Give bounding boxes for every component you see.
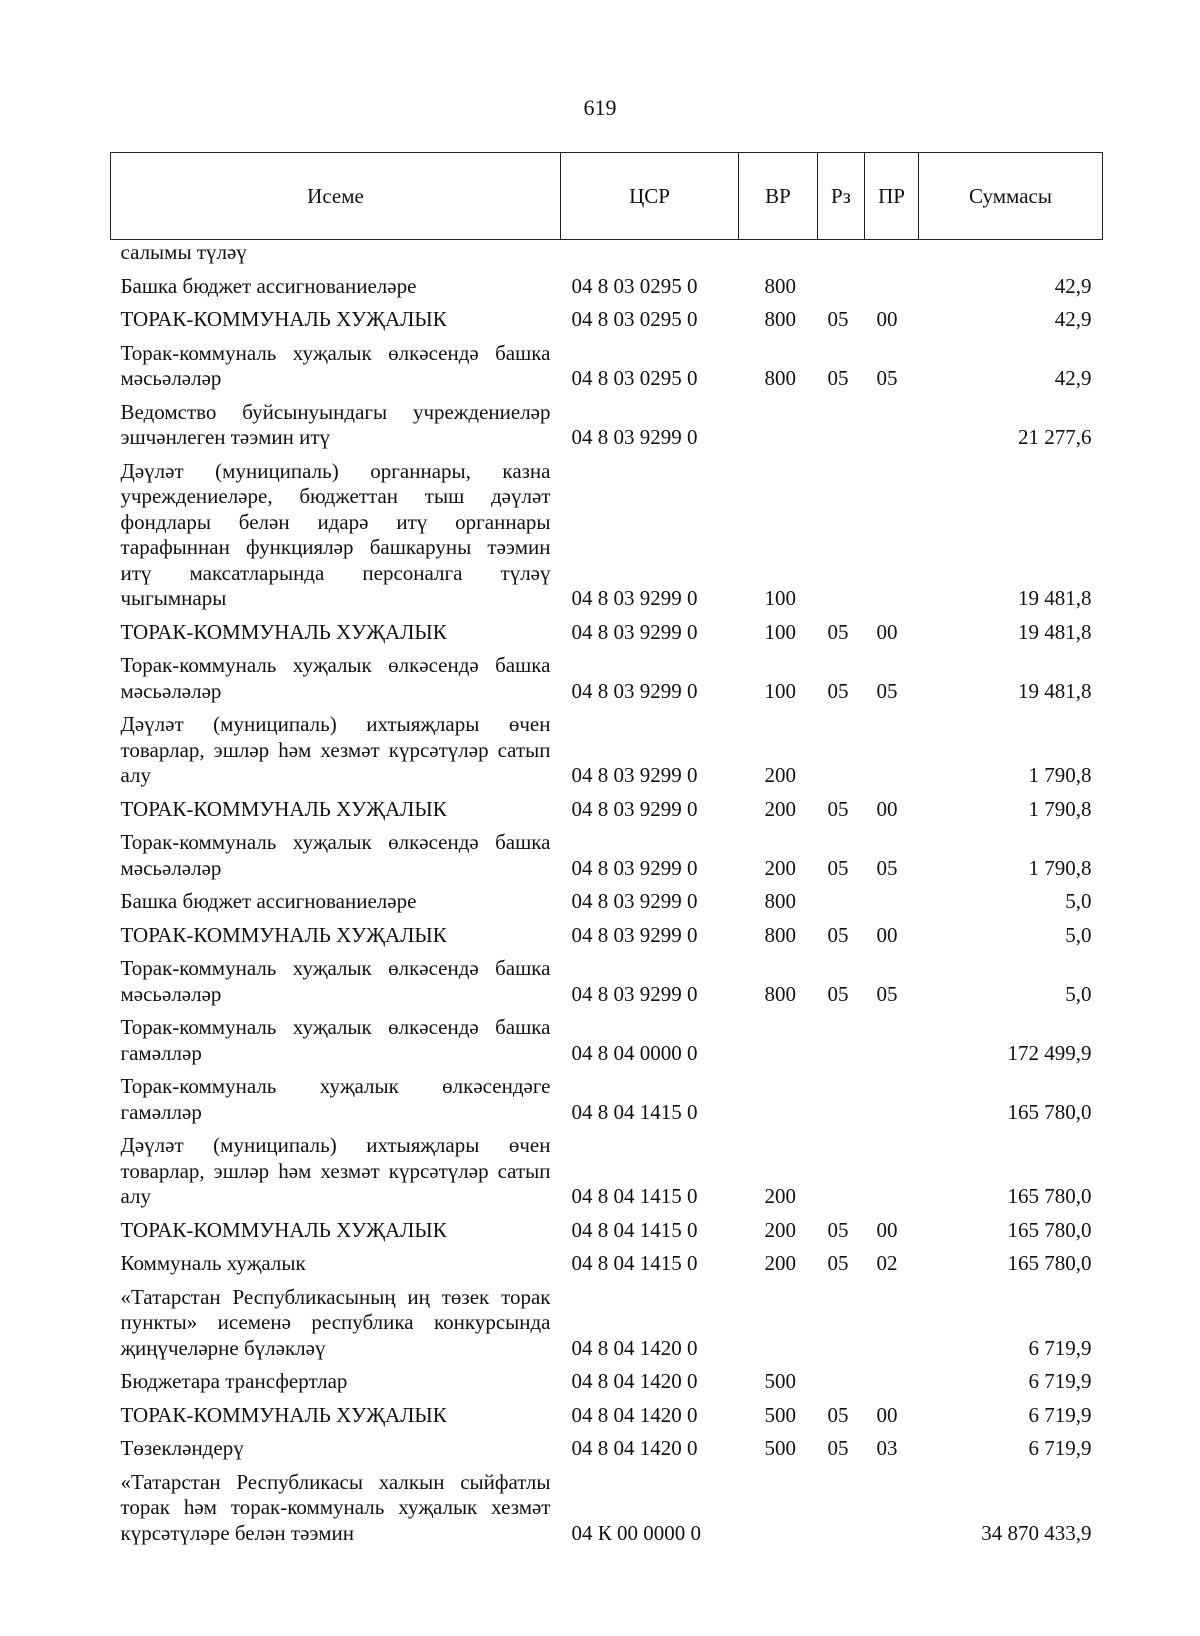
table-row (111, 650, 1103, 709)
cell-sum: 19 481,8 (1018, 619, 1092, 644)
table-row (111, 304, 1103, 338)
cell-name: салымы түләү (120, 240, 247, 264)
cell-pr (865, 271, 919, 305)
table-row (111, 338, 1103, 397)
table-row (111, 1366, 1103, 1400)
cell-sum: 1 790,8 (1028, 796, 1092, 821)
cell-name: Дәүләт (муниципаль) ихтыяҗлары өчен товарлар, эшләр һәм хезмәт күрсәтүләр сатып алу (120, 712, 551, 787)
cell-sum: 6 719,9 (1028, 1335, 1092, 1360)
cell-sum: 1 790,8 (1028, 855, 1092, 880)
cell-rz: 05 (827, 1251, 849, 1275)
table-row (111, 1248, 1103, 1282)
cell-csr: 04 8 03 9299 0 (571, 981, 698, 1006)
cell-vr: 200 (764, 796, 796, 821)
cell-csr: 04 8 04 0000 0 (571, 1040, 698, 1065)
cell-pr (865, 1366, 919, 1400)
cell-vr (739, 240, 818, 271)
cell-sum (919, 240, 1103, 271)
cell-csr: 04 8 04 1420 0 (571, 1335, 698, 1360)
cell-vr: 800 (764, 273, 796, 298)
cell-csr: 04 8 03 9299 0 (571, 586, 698, 610)
cell-rz (818, 240, 865, 271)
budget-table (110, 152, 1103, 1551)
cell-name: ТОРАК-КОММУНАЛЬ ХУҖАЛЫК (120, 1217, 447, 1242)
cell-sum: 42,9 (1054, 366, 1092, 390)
cell-csr: 04 8 04 1420 0 (571, 1369, 698, 1393)
cell-sum: 6 719,9 (1028, 1402, 1092, 1427)
table-row (111, 1012, 1103, 1071)
cell-rz (818, 271, 865, 305)
cell-csr: 04 8 03 9299 0 (571, 619, 698, 644)
cell-csr: 04 8 03 0295 0 (571, 307, 698, 331)
cell-name: Бюджетара трансфертлар (120, 1369, 348, 1393)
cell-csr: 04 8 04 1415 0 (571, 1251, 698, 1275)
cell-pr (865, 240, 919, 271)
cell-pr (865, 709, 919, 794)
cell-csr: 04 8 03 9299 0 (571, 889, 698, 913)
header-pr: ПР (865, 153, 919, 240)
cell-csr: 04 8 03 9299 0 (571, 796, 698, 821)
cell-vr: 100 (764, 678, 796, 703)
cell-pr (865, 886, 919, 920)
cell-csr (561, 240, 739, 271)
cell-vr: 200 (764, 855, 796, 880)
cell-name: Коммуналь хуҗалык (120, 1251, 306, 1275)
cell-csr: 04 8 04 1420 0 (571, 1402, 698, 1427)
cell-pr: 05 (876, 366, 898, 390)
cell-name: Торак-коммуналь хуҗалык өлкәсендәге гамәлләр (120, 1074, 551, 1124)
table-row (111, 794, 1103, 828)
header-rz: Рз (818, 153, 865, 240)
cell-vr: 500 (764, 1436, 796, 1460)
table-row (111, 953, 1103, 1012)
cell-rz: 05 (827, 619, 849, 644)
cell-sum: 42,9 (1054, 307, 1092, 331)
cell-sum: 5,0 (1065, 922, 1092, 947)
cell-sum: 5,0 (1065, 889, 1092, 913)
cell-rz: 05 (827, 796, 849, 821)
table-row (111, 920, 1103, 954)
cell-sum: 19 481,8 (1018, 586, 1092, 610)
cell-pr: 02 (876, 1251, 898, 1275)
cell-name: Башка бюджет ассигнованиеләре (120, 273, 417, 298)
table-row (111, 397, 1103, 456)
cell-sum: 165 780,0 (1007, 1217, 1092, 1242)
cell-name: Торак-коммуналь хуҗалык өлкәсендә башка мәсьәләләр (120, 956, 551, 1006)
cell-pr (865, 1282, 919, 1367)
cell-rz (818, 886, 865, 920)
cell-name: Дәүләт (муниципаль) органнары, казна учреждениеләре, бюджеттан тыш дәүләт фондлары белән идарә итү органнары тарафыннан функцияләр башкаруны тәэмин итү максатларында персоналга түләү чыгымнары (120, 458, 551, 610)
cell-rz (818, 397, 865, 456)
cell-csr: 04 8 04 1415 0 (571, 1184, 698, 1208)
cell-pr: 05 (876, 981, 898, 1006)
cell-rz (818, 1071, 865, 1130)
cell-pr (865, 397, 919, 456)
cell-sum: 42,9 (1054, 273, 1092, 298)
cell-csr: 04 8 03 0295 0 (571, 366, 698, 390)
table-row (111, 1282, 1103, 1367)
cell-name: ТОРАК-КОММУНАЛЬ ХУҖАЛЫК (120, 796, 447, 821)
cell-sum: 172 499,9 (1007, 1040, 1092, 1065)
cell-vr (739, 1012, 818, 1071)
cell-pr (865, 1012, 919, 1071)
table-row (111, 709, 1103, 794)
cell-rz: 05 (827, 678, 849, 703)
cell-rz (818, 1366, 865, 1400)
cell-pr: 00 (876, 796, 898, 821)
cell-vr: 500 (764, 1402, 796, 1427)
cell-vr (739, 397, 818, 456)
cell-name: ТОРАК-КОММУНАЛЬ ХУҖАЛЫК (120, 1402, 447, 1427)
table-row (111, 456, 1103, 617)
cell-sum: 165 780,0 (1007, 1099, 1092, 1124)
cell-rz (818, 1282, 865, 1367)
cell-rz (818, 1467, 865, 1552)
cell-name: ТОРАК-КОММУНАЛЬ ХУҖАЛЫК (120, 307, 447, 331)
table-row (111, 240, 1103, 271)
cell-pr (865, 456, 919, 617)
header-name: Исеме (111, 153, 561, 240)
cell-csr: 04 8 03 9299 0 (571, 763, 698, 787)
cell-csr: 04 8 03 9299 0 (571, 425, 698, 449)
cell-pr: 05 (876, 855, 898, 880)
cell-rz: 05 (827, 1436, 849, 1460)
cell-sum: 21 277,6 (1018, 425, 1092, 449)
cell-csr: 04 8 03 9299 0 (571, 855, 698, 880)
cell-vr (739, 1467, 818, 1552)
cell-sum: 1 790,8 (1028, 763, 1092, 787)
cell-csr: 04 К 00 0000 0 (571, 1520, 702, 1545)
table-row (111, 1130, 1103, 1215)
cell-rz (818, 709, 865, 794)
cell-vr: 800 (764, 981, 796, 1006)
cell-rz: 05 (827, 855, 849, 880)
table-body (111, 240, 1103, 1552)
cell-rz: 05 (827, 1217, 849, 1242)
cell-pr (865, 1071, 919, 1130)
cell-name: Ведомство буйсынуындагы учреждениеләр эшчәнлеген тәэмин итү (120, 399, 551, 449)
cell-name: Торак-коммуналь хуҗалык өлкәсендә башка гамәлләр (120, 1015, 551, 1065)
cell-rz: 05 (827, 366, 849, 390)
table-row (111, 1433, 1103, 1467)
cell-name: «Татарстан Республикасы халкын сыйфатлы торак һәм торак-коммуналь хуҗалык хезмәт күрсәтүләре белән тәэмин (120, 1469, 551, 1545)
table-row (111, 1400, 1103, 1434)
cell-rz: 05 (827, 922, 849, 947)
cell-sum: 165 780,0 (1007, 1251, 1092, 1275)
cell-pr: 00 (876, 1217, 898, 1242)
header-vr: ВР (739, 153, 818, 240)
cell-pr: 03 (876, 1436, 898, 1460)
cell-name: ТОРАК-КОММУНАЛЬ ХУҖАЛЫК (120, 922, 447, 947)
cell-csr: 04 8 04 1415 0 (571, 1099, 698, 1124)
cell-vr: 100 (764, 619, 796, 644)
cell-vr: 100 (764, 586, 796, 610)
cell-csr: 04 8 03 0295 0 (571, 273, 698, 298)
cell-vr: 200 (764, 763, 796, 787)
cell-csr: 04 8 03 9299 0 (571, 922, 698, 947)
cell-vr: 200 (764, 1251, 796, 1275)
cell-name: Башка бюджет ассигнованиеләре (120, 889, 417, 913)
cell-rz (818, 1012, 865, 1071)
cell-rz: 05 (827, 307, 849, 331)
cell-name: ТОРАК-КОММУНАЛЬ ХУҖАЛЫК (120, 619, 447, 644)
cell-sum: 34 870 433,9 (981, 1520, 1092, 1545)
cell-pr: 00 (876, 1402, 898, 1427)
cell-rz: 05 (827, 981, 849, 1006)
cell-sum: 19 481,8 (1018, 678, 1092, 703)
cell-sum: 5,0 (1065, 981, 1092, 1006)
cell-rz (818, 1130, 865, 1215)
cell-rz: 05 (827, 1402, 849, 1427)
cell-vr: 500 (764, 1369, 796, 1393)
cell-rz (818, 456, 865, 617)
cell-sum: 6 719,9 (1028, 1436, 1092, 1460)
cell-vr: 800 (764, 366, 796, 390)
cell-name: Торак-коммуналь хуҗалык өлкәсендә башка мәсьәләләр (120, 653, 551, 703)
cell-pr: 05 (876, 678, 898, 703)
cell-name: «Татарстан Республикасының иң төзек торак пункты» исеменә республика конкурсында җиңүчеләрне бүләкләү (120, 1284, 551, 1360)
cell-pr: 00 (876, 619, 898, 644)
table-row (111, 886, 1103, 920)
cell-vr: 200 (764, 1217, 796, 1242)
cell-csr: 04 8 04 1415 0 (571, 1217, 698, 1242)
table-header (111, 153, 1103, 240)
cell-csr: 04 8 04 1420 0 (571, 1436, 698, 1460)
cell-vr: 800 (764, 889, 796, 913)
cell-name: Торак-коммуналь хуҗалык өлкәсендә башка мәсьәләләр (120, 340, 551, 390)
cell-vr: 200 (764, 1184, 796, 1208)
cell-pr: 00 (876, 922, 898, 947)
cell-vr: 800 (764, 307, 796, 331)
page-number: 619 (583, 95, 617, 120)
cell-name: Төзекләндерү (120, 1436, 244, 1460)
table-row (111, 271, 1103, 305)
table-row (111, 617, 1103, 651)
table-row (111, 1071, 1103, 1130)
header-sum: Суммасы (919, 153, 1103, 240)
cell-name: Дәүләт (муниципаль) ихтыяҗлары өчен товарлар, эшләр һәм хезмәт күрсәтүләр сатып алу (120, 1133, 551, 1208)
cell-sum: 6 719,9 (1028, 1369, 1092, 1393)
cell-sum: 165 780,0 (1007, 1184, 1092, 1208)
cell-pr: 00 (876, 307, 898, 331)
header-csr: ЦСР (561, 153, 739, 240)
table-row (111, 827, 1103, 886)
cell-pr (865, 1130, 919, 1215)
cell-csr: 04 8 03 9299 0 (571, 678, 698, 703)
cell-name: Торак-коммуналь хуҗалык өлкәсендә башка мәсьәләләр (120, 830, 551, 880)
cell-vr (739, 1282, 818, 1367)
table-row (111, 1215, 1103, 1249)
table-row (111, 1467, 1103, 1552)
cell-pr (865, 1467, 919, 1552)
cell-vr (739, 1071, 818, 1130)
cell-vr: 800 (764, 922, 796, 947)
